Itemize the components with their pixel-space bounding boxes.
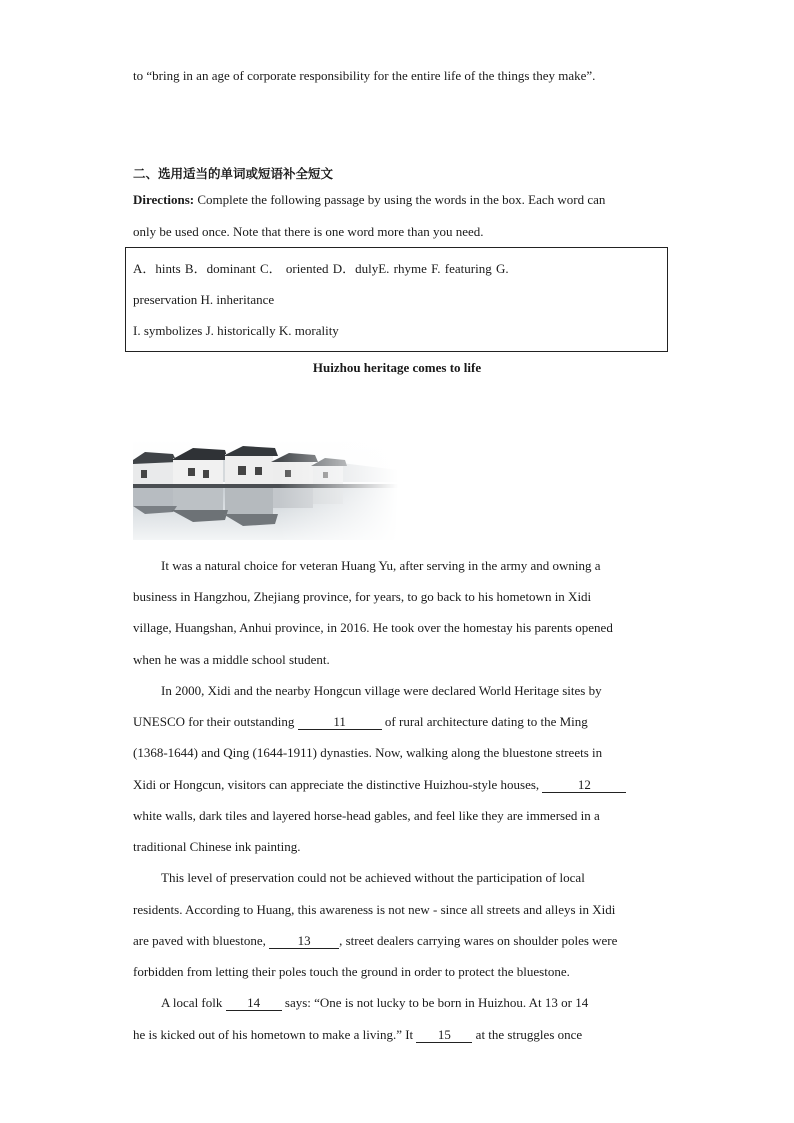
- p2-line-1: In 2000, Xidi and the nearby Hongcun village were declared World Heritage sites by: [161, 683, 602, 698]
- p4-line-1-b: says: “One is not lucky to be born in Huizhou. At 13 or 14: [281, 995, 589, 1010]
- p3-line-3-a: are paved with bluestone,: [133, 933, 270, 948]
- section-heading: 二、选用适当的单词或短语补全短文: [133, 166, 334, 181]
- p4-line-2-b: at the struggles once: [472, 1027, 583, 1042]
- word-box-row-1: A．hints B．dominant C． oriented D．dulyE. rhyme F. featuring G.: [133, 261, 509, 276]
- p2-line-3: (1368-1644) and Qing (1644-1911) dynasties. Now, walking along the bluestone streets in: [133, 745, 603, 760]
- p2-line-4-a: Xidi or Hongcun, visitors can appreciate the distinctive Huizhou-style houses,: [133, 777, 543, 792]
- blank-13[interactable]: 13: [269, 934, 339, 949]
- p3-line-2: residents. According to Huang, this awareness is not new - since all streets and alleys in Xidi: [133, 902, 616, 917]
- p3-line-3: [133, 933, 617, 949]
- p2-line-6: traditional Chinese ink painting.: [133, 839, 301, 854]
- p1-line-1: It was a natural choice for veteran Huang Yu, after serving in the army and owning a: [161, 558, 601, 573]
- word-box: [125, 247, 668, 352]
- blank-11[interactable]: 11: [298, 715, 382, 730]
- p4-line-2: [133, 1027, 582, 1043]
- directions-label: Directions:: [133, 192, 195, 207]
- p4-line-2-a: he is kicked out of his hometown to make a living.” It: [133, 1027, 417, 1042]
- p2-line-2-b: of rural architecture dating to the Ming: [381, 714, 588, 729]
- p2-line-4: [133, 777, 626, 793]
- p2-line-5: white walls, dark tiles and layered horse-head gables, and feel like they are immersed in a: [133, 808, 600, 823]
- village-reflection-image: [133, 440, 398, 540]
- p1-line-3: village, Huangshan, Anhui province, in 2016. He took over the homestay his parents opened: [133, 620, 613, 635]
- blank-12[interactable]: 12: [542, 778, 626, 793]
- p2-line-2: [133, 714, 588, 730]
- p1-line-2: business in Hangzhou, Zhejiang province, for years, to go back to his hometown in Xidi: [133, 589, 592, 604]
- p3-line-3-b: , street dealers carrying wares on shoulder poles were: [339, 933, 618, 948]
- directions-text-1: Complete the following passage by using the words in the box. Each word can: [194, 192, 606, 207]
- word-box-row-2: preservation H. inheritance: [133, 292, 275, 307]
- p3-line-4: forbidden from letting their poles touch the ground in order to protect the bluestone.: [133, 964, 570, 979]
- directions-line-1: [133, 192, 605, 208]
- p4-line-1: [161, 995, 588, 1011]
- intro-line: to “bring in an age of corporate responsibility for the entire life of the things they make”.: [133, 68, 596, 83]
- directions-line-2: only be used once. Note that there is one word more than you need.: [133, 224, 484, 239]
- blank-15[interactable]: 15: [416, 1028, 472, 1043]
- p1-line-4: when he was a middle school student.: [133, 652, 330, 667]
- p3-line-1: This level of preservation could not be achieved without the participation of local: [161, 870, 585, 885]
- p2-line-2-a: UNESCO for their outstanding: [133, 714, 298, 729]
- blank-14[interactable]: 14: [226, 996, 282, 1011]
- passage-title: Huizhou heritage comes to life: [312, 360, 482, 375]
- p4-line-1-a: A local folk: [161, 995, 226, 1010]
- word-box-row-3: I. symbolizes J. historically K. morality: [133, 323, 339, 338]
